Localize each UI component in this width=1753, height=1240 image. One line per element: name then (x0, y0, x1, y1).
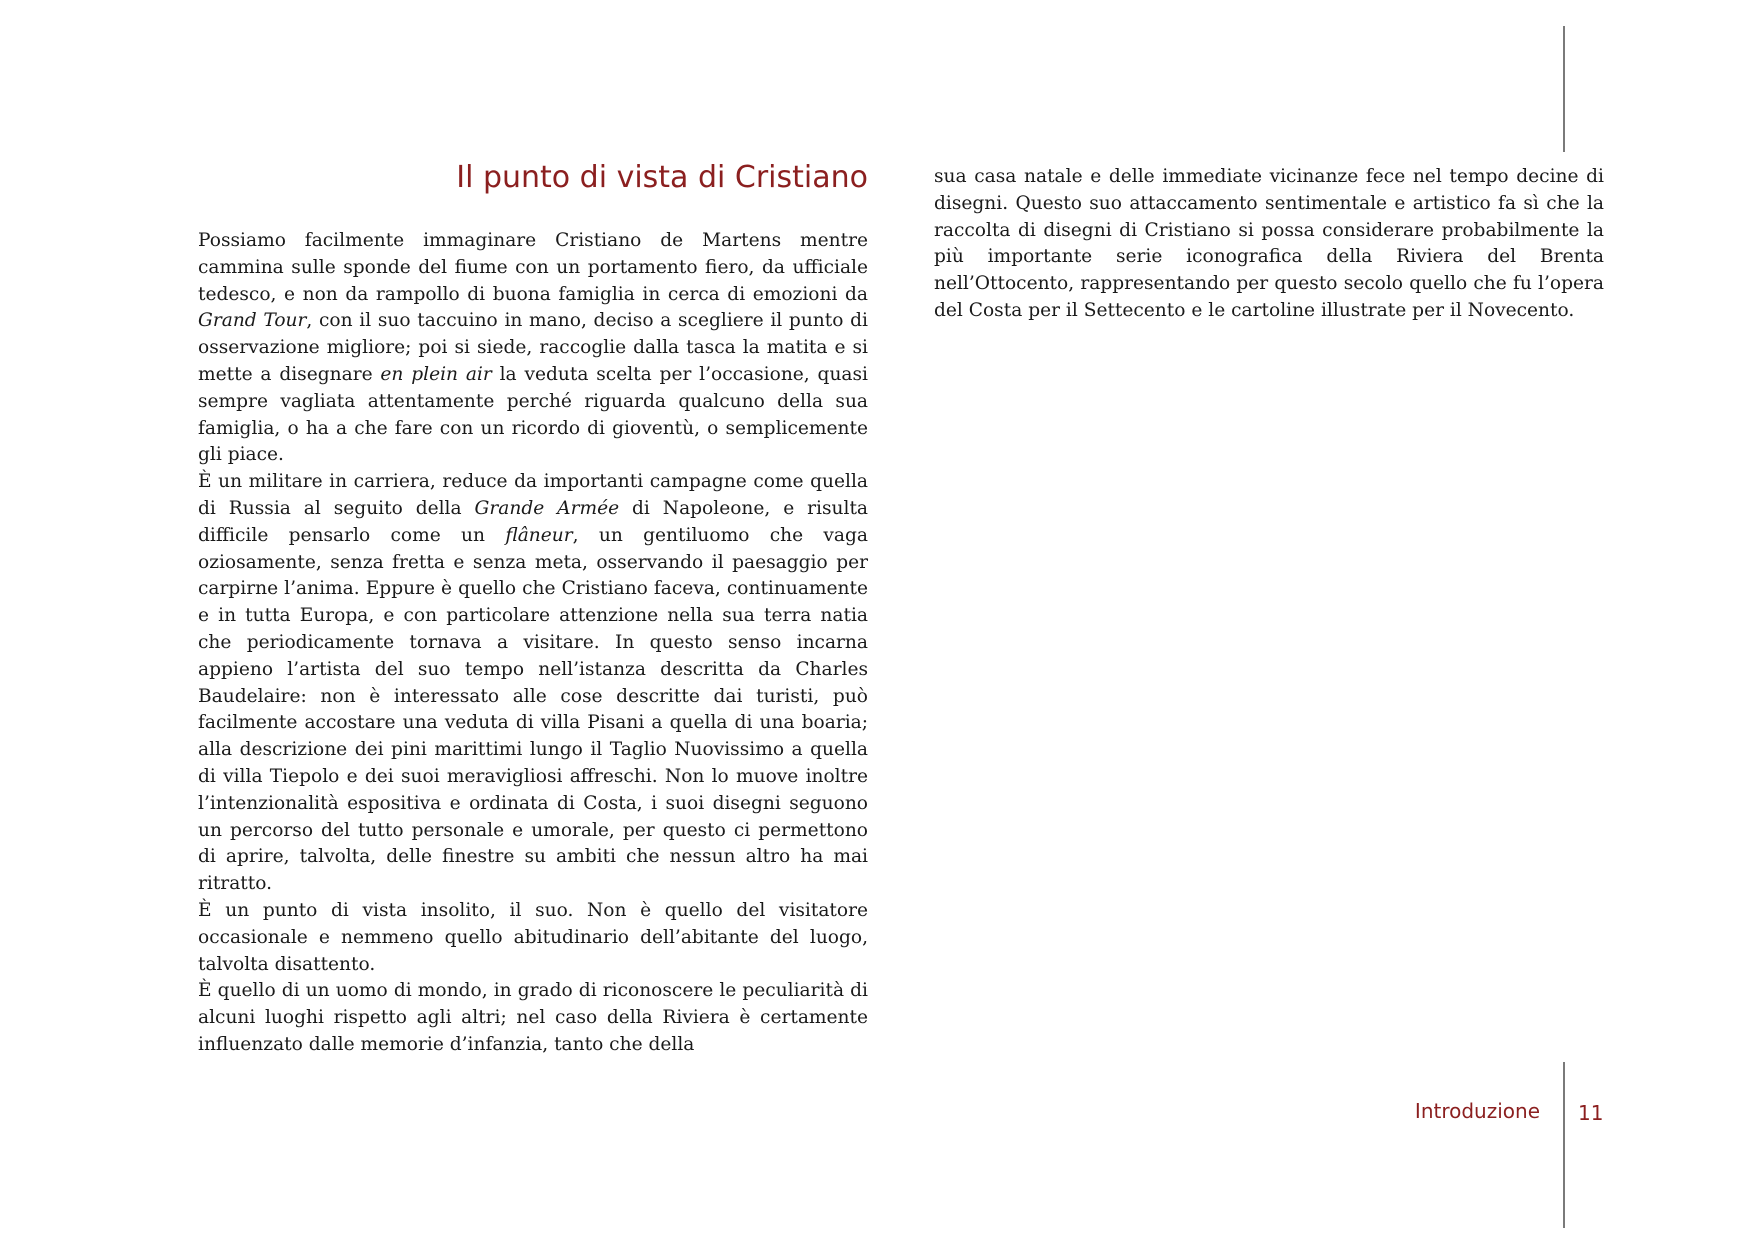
chapter-heading: Il punto di vista di Cristiano (456, 160, 868, 195)
running-footer-section: Introduzione (1414, 1099, 1540, 1123)
italic-term: Grand Tour (198, 310, 307, 332)
margin-rule-bottom (1563, 1062, 1565, 1228)
paragraph: È un punto di vista insolito, il suo. Non è quello del visitatore occasionale e nemmeno quello abitudinario dell’abitante del luogo, talvolta disattento. (198, 899, 868, 975)
margin-rule-top (1563, 26, 1565, 152)
paragraph: Possiamo facilmente immaginare Cristiano de Martens mentre cammina sulle sponde del fiume con un portamento fiero, da ufficiale tedesco, e non da rampollo di buona famiglia in cerca di emozioni da Grand Tour, con il suo taccuino in mano, deciso a scegliere il punto di osservazione migliore; poi si siede, raccoglie dalla tasca la matita e si mette a disegnare en plein air la veduta scelta per l’occasione, quasi sempre vagliata attentamente perché riguarda qualcuno della sua famiglia, o ha a che fare con un ricordo di gioventù, o semplicemente gli piace. (198, 230, 868, 466)
italic-term: flâneur (505, 524, 573, 546)
page-number: 11 (1578, 1101, 1604, 1125)
text-column-right (934, 164, 1604, 325)
paragraph: È quello di un uomo di mondo, in grado di riconoscere le peculiarità di alcuni luoghi rispetto agli altri; nel caso della Riviera è certamente influenzato dalle memorie d’infanzia, tanto che della (198, 980, 868, 1055)
paragraph: sua casa natale e delle immediate vicinanze fece nel tempo decine di disegni. Questo suo attaccamento sentimentale e artistico fa sì che la raccolta di disegni di Cristiano si possa considerare probabilmente la più importante serie iconografica della Riviera del Brenta nell’Ottocento, rappresentando per questo secolo quello che fu l’opera del Costa per il Settecento e le cartoline illustrate per il Novecento. (934, 166, 1604, 321)
italic-term: en plein air (380, 363, 492, 385)
text-column-left (198, 228, 868, 1059)
paragraph: È un militare in carriera, reduce da importanti campagne come quella di Russia al seguito della Grande Armée di Napoleone, e risulta difficile pensarlo come un flâneur, un gentiluomo che vaga oziosamente, senza fretta e senza meta, osservando il paesaggio per carpirne l’anima. Eppure è quello che Cristiano faceva, continuamente e in tutta Europa, e con particolare attenzione nella sua terra natia che periodicamente tornava a visitare. In questo senso incarna appieno l’artista del suo tempo nell’istanza descritta da Charles Baudelaire: non è interessato alle cose descritte dai turisti, può facilmente accostare una veduta di villa Pisani a quella di una boaria; alla descrizione dei pini marittimi lungo il Taglio Nuovissimo a quella di villa Tiepolo e dei suoi meravigliosi affreschi. Non lo muove inoltre l’intenzionalità espositiva e ordinata di Costa, i suoi disegni seguono un percorso del tutto personale e umorale, per questo ci permettono di aprire, talvolta, delle finestre su ambiti che nessun altro ha mai ritratto. (198, 471, 868, 895)
italic-term: Grande Armée (474, 497, 620, 519)
